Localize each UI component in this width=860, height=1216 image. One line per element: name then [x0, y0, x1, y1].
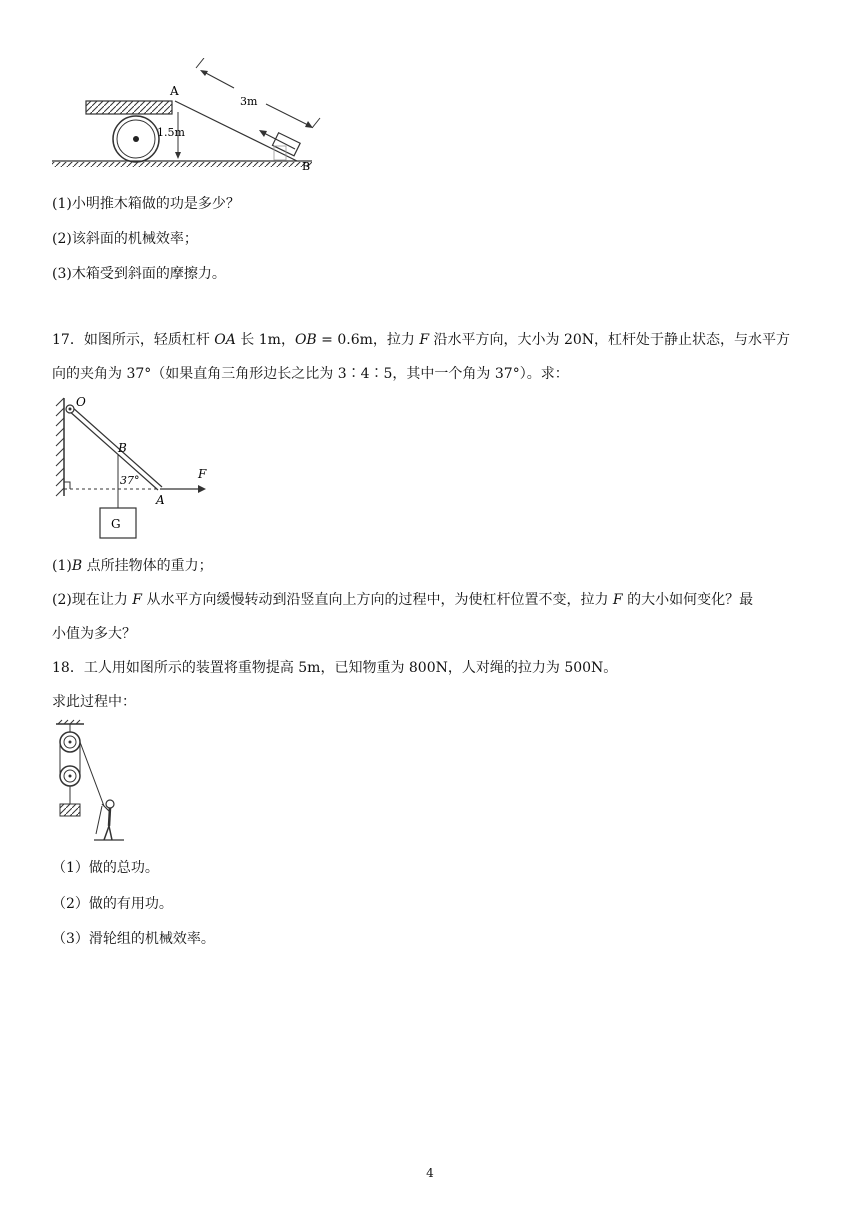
q16-sub2: (2)该斜面的机械效率； — [52, 231, 198, 247]
q18-sub1: （1）做的总功。 — [52, 860, 159, 876]
q18-line2: 求此过程中： — [52, 694, 136, 710]
label-a: A — [170, 84, 179, 98]
page-number: 4 — [426, 1166, 434, 1180]
q17-text: 17．如图所示，轻质杠杆 — [52, 332, 215, 348]
q17-text: (1) — [52, 558, 72, 574]
q17-f: F — [612, 592, 623, 608]
q17-text: 点所挂物体的重力； — [82, 558, 213, 574]
length-label: 3m — [240, 95, 258, 108]
q16-sub3: (3)木箱受到斜面的摩擦力。 — [52, 266, 226, 282]
q17-text: (2)现在让力 — [52, 592, 133, 608]
q17-sub2-line2: 小值为多大？ — [52, 626, 136, 642]
q17-text: 长 1m， — [235, 332, 295, 348]
label-a: A — [156, 493, 165, 507]
angle-label: 37° — [120, 474, 140, 487]
q17-text: = 0.6m，拉力 — [316, 332, 420, 348]
q17-line1 — [52, 330, 790, 350]
q16-sub1: (1)小明推木箱做的功是多少？ — [52, 196, 240, 212]
label-b: B — [118, 441, 127, 455]
lever-figure — [52, 394, 222, 542]
q17-f: F — [132, 592, 142, 608]
q17-text: 沿水平方向，大小为 20N，杠杆处于静止状态，与水平方 — [429, 332, 791, 348]
q17-ob: OB — [294, 332, 317, 348]
q18-sub2: （2）做的有用功。 — [52, 896, 173, 912]
height-label: 1.5m — [157, 126, 185, 139]
q17-text: 的大小如何变化？最 — [622, 592, 754, 608]
q17-sub2 — [52, 590, 753, 610]
pulley-figure — [54, 718, 134, 846]
q17-sub1 — [52, 556, 213, 576]
q17-oa: OA — [214, 332, 236, 348]
q18-sub3: （3）滑轮组的机械效率。 — [52, 931, 215, 947]
incline-figure — [50, 58, 340, 176]
label-o: O — [76, 395, 86, 409]
label-f: F — [198, 467, 207, 481]
q17-b: B — [71, 558, 83, 574]
label-b: B — [302, 160, 311, 173]
q18-line1: 18．工人用如图所示的装置将重物提高 5m，已知物重为 800N，人对绳的拉力为 500N。 — [52, 660, 618, 676]
q17-text: 从水平方向缓慢转动到沿竖直向上方向的过程中，为使杠杆位置不变，拉力 — [142, 592, 613, 608]
q17-line2: 向的夹角为 37°（如果直角三角形边长之比为 3∶4∶5，其中一个角为 37°）。求： — [52, 366, 569, 382]
weight-label: G — [111, 517, 121, 531]
q17-f: F — [419, 332, 430, 348]
